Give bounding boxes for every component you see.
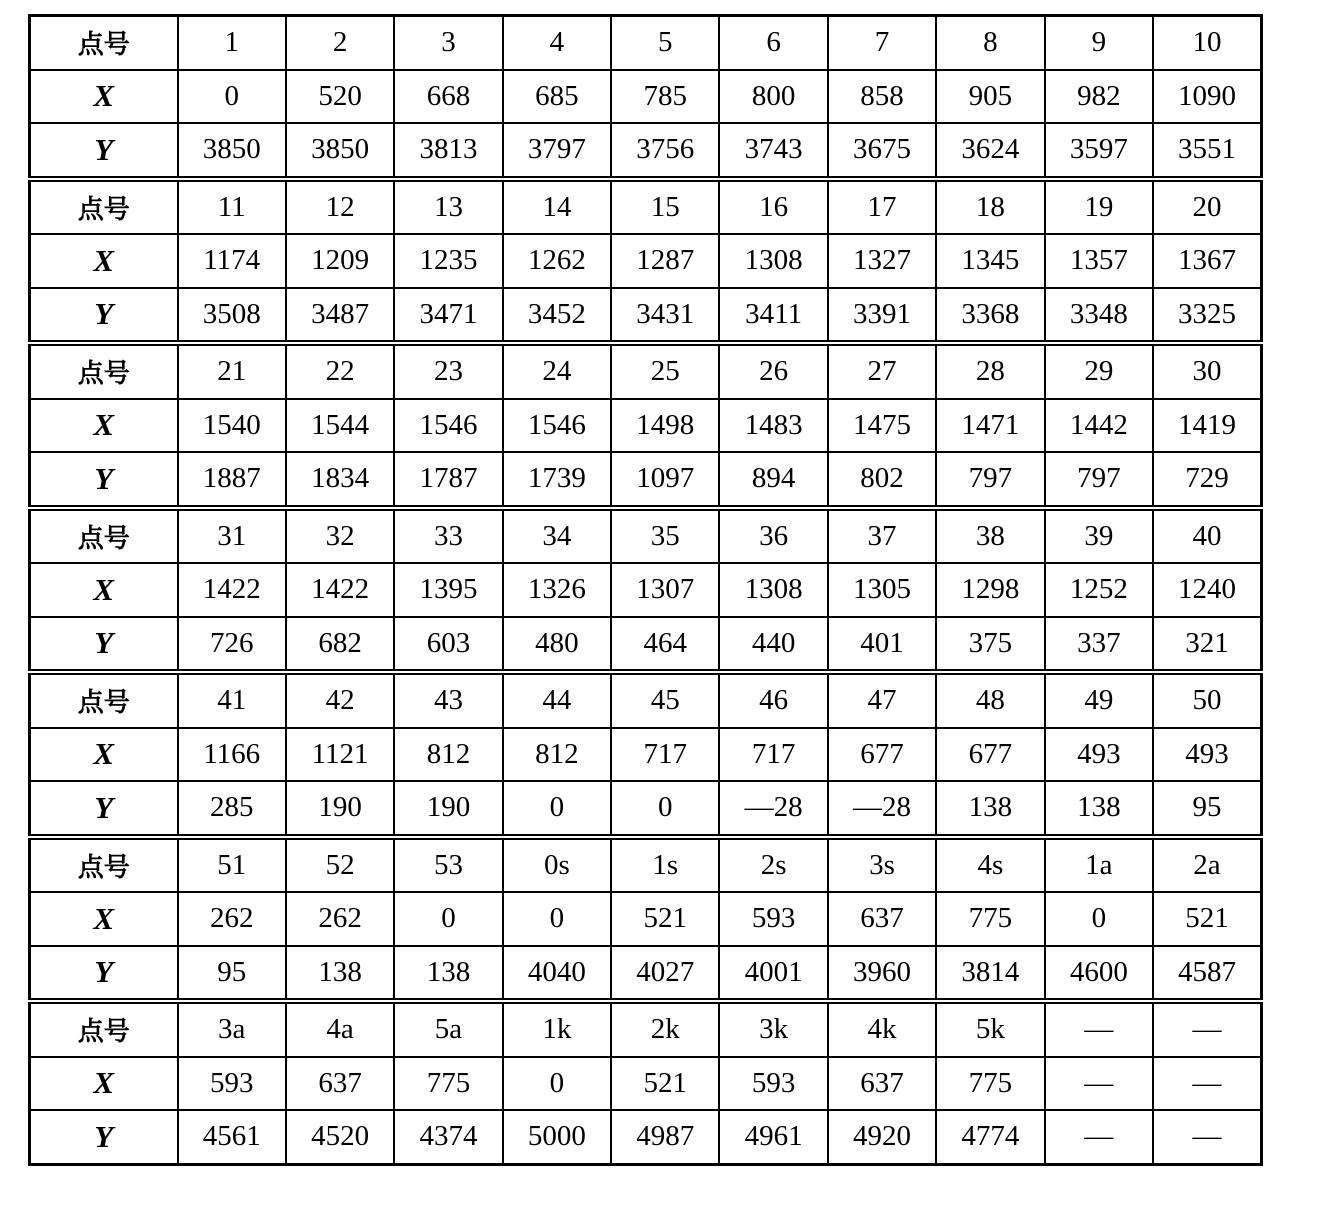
point-number-cell: 29 bbox=[1045, 343, 1153, 399]
x-value-cell: 637 bbox=[828, 892, 936, 946]
x-value-cell: 1471 bbox=[936, 399, 1044, 453]
x-value-cell: 1475 bbox=[828, 399, 936, 453]
x-value-cell: 1308 bbox=[719, 563, 827, 617]
y-value-cell: 285 bbox=[178, 781, 286, 837]
x-value-cell: 0 bbox=[503, 1057, 611, 1111]
y-value-cell: 3368 bbox=[936, 288, 1044, 344]
point-number-cell: 1 bbox=[178, 16, 286, 70]
x-value-cell: 1422 bbox=[178, 563, 286, 617]
y-value-cell: — bbox=[1045, 1110, 1153, 1164]
x-value-cell: 593 bbox=[178, 1057, 286, 1111]
y-value-cell: 726 bbox=[178, 617, 286, 673]
point-number-cell: 4a bbox=[286, 1001, 394, 1057]
x-value-cell: 1419 bbox=[1153, 399, 1261, 453]
x-value-cell: 1090 bbox=[1153, 70, 1261, 124]
point-number-cell: 9 bbox=[1045, 16, 1153, 70]
y-value-cell: 375 bbox=[936, 617, 1044, 673]
y-coordinate-row bbox=[30, 288, 1262, 344]
point-number-cell: 42 bbox=[286, 672, 394, 728]
x-value-cell: 1262 bbox=[503, 234, 611, 288]
x-value-cell: 521 bbox=[611, 892, 719, 946]
y-value-cell: 3508 bbox=[178, 288, 286, 344]
point-number-row bbox=[30, 1001, 1262, 1057]
point-number-cell: 2 bbox=[286, 16, 394, 70]
y-value-cell: 4920 bbox=[828, 1110, 936, 1164]
point-number-cell: 48 bbox=[936, 672, 1044, 728]
point-number-cell: 22 bbox=[286, 343, 394, 399]
point-number-cell: 30 bbox=[1153, 343, 1261, 399]
y-value-cell: 3960 bbox=[828, 946, 936, 1002]
y-value-cell: 337 bbox=[1045, 617, 1153, 673]
y-coordinate-row bbox=[30, 452, 1262, 508]
point-number-row bbox=[30, 837, 1262, 893]
point-number-cell: 1s bbox=[611, 837, 719, 893]
x-value-cell: 668 bbox=[394, 70, 502, 124]
point-number-cell: 52 bbox=[286, 837, 394, 893]
point-number-cell: 15 bbox=[611, 179, 719, 235]
y-value-cell: 4961 bbox=[719, 1110, 827, 1164]
x-value-cell: — bbox=[1045, 1057, 1153, 1111]
y-value-cell: 4561 bbox=[178, 1110, 286, 1164]
x-value-cell: 1166 bbox=[178, 728, 286, 782]
x-value-cell: 812 bbox=[394, 728, 502, 782]
y-value-cell: 0 bbox=[611, 781, 719, 837]
x-value-cell: 982 bbox=[1045, 70, 1153, 124]
point-number-cell: 26 bbox=[719, 343, 827, 399]
point-number-label: 点号 bbox=[30, 508, 178, 564]
point-number-cell: 25 bbox=[611, 343, 719, 399]
y-value-cell: 4600 bbox=[1045, 946, 1153, 1002]
y-value-cell: 3431 bbox=[611, 288, 719, 344]
y-axis-label: Y bbox=[30, 123, 178, 179]
x-value-cell: 858 bbox=[828, 70, 936, 124]
point-number-cell: 14 bbox=[503, 179, 611, 235]
y-value-cell: 3850 bbox=[286, 123, 394, 179]
y-value-cell: 4587 bbox=[1153, 946, 1261, 1002]
x-value-cell: 1540 bbox=[178, 399, 286, 453]
x-coordinate-row bbox=[30, 728, 1262, 782]
point-number-cell: 8 bbox=[936, 16, 1044, 70]
y-value-cell: 464 bbox=[611, 617, 719, 673]
point-number-row bbox=[30, 16, 1262, 70]
point-number-cell: 44 bbox=[503, 672, 611, 728]
point-number-label: 点号 bbox=[30, 1001, 178, 1057]
point-number-cell: 7 bbox=[828, 16, 936, 70]
y-value-cell: 4987 bbox=[611, 1110, 719, 1164]
x-value-cell: 717 bbox=[611, 728, 719, 782]
point-number-cell: 33 bbox=[394, 508, 502, 564]
point-number-cell: 38 bbox=[936, 508, 1044, 564]
x-value-cell: 493 bbox=[1045, 728, 1153, 782]
point-number-cell: 20 bbox=[1153, 179, 1261, 235]
x-value-cell: 1174 bbox=[178, 234, 286, 288]
x-value-cell: 1252 bbox=[1045, 563, 1153, 617]
x-value-cell: 717 bbox=[719, 728, 827, 782]
y-value-cell: 138 bbox=[936, 781, 1044, 837]
point-number-row bbox=[30, 672, 1262, 728]
y-value-cell: 321 bbox=[1153, 617, 1261, 673]
point-number-cell: 2s bbox=[719, 837, 827, 893]
y-value-cell: 1887 bbox=[178, 452, 286, 508]
y-axis-label: Y bbox=[30, 781, 178, 837]
point-number-cell: 0s bbox=[503, 837, 611, 893]
point-number-cell: 35 bbox=[611, 508, 719, 564]
x-value-cell: 685 bbox=[503, 70, 611, 124]
x-value-cell: 677 bbox=[828, 728, 936, 782]
x-value-cell: 812 bbox=[503, 728, 611, 782]
y-coordinate-row bbox=[30, 1110, 1262, 1164]
x-value-cell: 0 bbox=[178, 70, 286, 124]
point-number-cell: 36 bbox=[719, 508, 827, 564]
point-number-cell: 17 bbox=[828, 179, 936, 235]
y-value-cell: 1787 bbox=[394, 452, 502, 508]
point-number-cell: 11 bbox=[178, 179, 286, 235]
y-coordinate-row bbox=[30, 946, 1262, 1002]
point-number-cell: 4s bbox=[936, 837, 1044, 893]
x-value-cell: 1546 bbox=[394, 399, 502, 453]
point-number-cell: 21 bbox=[178, 343, 286, 399]
point-number-label: 点号 bbox=[30, 343, 178, 399]
x-axis-label: X bbox=[30, 892, 178, 946]
y-value-cell: 3348 bbox=[1045, 288, 1153, 344]
point-number-cell: 50 bbox=[1153, 672, 1261, 728]
point-number-cell: 5a bbox=[394, 1001, 502, 1057]
y-value-cell: 802 bbox=[828, 452, 936, 508]
point-number-cell: 5 bbox=[611, 16, 719, 70]
y-axis-label: Y bbox=[30, 946, 178, 1002]
point-number-label: 点号 bbox=[30, 837, 178, 893]
y-value-cell: 4027 bbox=[611, 946, 719, 1002]
x-axis-label: X bbox=[30, 234, 178, 288]
y-value-cell: 190 bbox=[286, 781, 394, 837]
y-value-cell: 138 bbox=[286, 946, 394, 1002]
point-number-label: 点号 bbox=[30, 179, 178, 235]
point-number-cell: 51 bbox=[178, 837, 286, 893]
x-value-cell: 637 bbox=[828, 1057, 936, 1111]
x-value-cell: 1327 bbox=[828, 234, 936, 288]
x-coordinate-row bbox=[30, 563, 1262, 617]
x-value-cell: 1345 bbox=[936, 234, 1044, 288]
x-value-cell: 1307 bbox=[611, 563, 719, 617]
point-number-cell: 49 bbox=[1045, 672, 1153, 728]
x-value-cell: 593 bbox=[719, 892, 827, 946]
y-value-cell: 1739 bbox=[503, 452, 611, 508]
x-value-cell: 1121 bbox=[286, 728, 394, 782]
table-body bbox=[30, 16, 1262, 1165]
y-value-cell: 797 bbox=[936, 452, 1044, 508]
point-number-cell: 1a bbox=[1045, 837, 1153, 893]
x-value-cell: 0 bbox=[394, 892, 502, 946]
y-value-cell: 3597 bbox=[1045, 123, 1153, 179]
point-number-cell: 40 bbox=[1153, 508, 1261, 564]
x-axis-label: X bbox=[30, 399, 178, 453]
y-value-cell: 3814 bbox=[936, 946, 1044, 1002]
x-value-cell: 0 bbox=[1045, 892, 1153, 946]
point-number-cell: 28 bbox=[936, 343, 1044, 399]
x-axis-label: X bbox=[30, 1057, 178, 1111]
x-value-cell: 1240 bbox=[1153, 563, 1261, 617]
y-value-cell: 95 bbox=[1153, 781, 1261, 837]
x-coordinate-row bbox=[30, 399, 1262, 453]
x-value-cell: 1235 bbox=[394, 234, 502, 288]
y-value-cell: 3487 bbox=[286, 288, 394, 344]
y-value-cell: 3391 bbox=[828, 288, 936, 344]
point-number-cell: 31 bbox=[178, 508, 286, 564]
y-value-cell: 797 bbox=[1045, 452, 1153, 508]
point-number-cell: 3 bbox=[394, 16, 502, 70]
point-number-cell: 41 bbox=[178, 672, 286, 728]
x-value-cell: 262 bbox=[286, 892, 394, 946]
point-number-cell: 1k bbox=[503, 1001, 611, 1057]
point-number-cell: 45 bbox=[611, 672, 719, 728]
y-value-cell: 3813 bbox=[394, 123, 502, 179]
point-number-cell: 39 bbox=[1045, 508, 1153, 564]
y-value-cell: 138 bbox=[394, 946, 502, 1002]
x-value-cell: 775 bbox=[936, 892, 1044, 946]
x-value-cell: 1209 bbox=[286, 234, 394, 288]
x-value-cell: 775 bbox=[394, 1057, 502, 1111]
x-coordinate-row bbox=[30, 1057, 1262, 1111]
x-value-cell: 800 bbox=[719, 70, 827, 124]
point-number-cell: 34 bbox=[503, 508, 611, 564]
y-value-cell: 4520 bbox=[286, 1110, 394, 1164]
point-number-cell: 18 bbox=[936, 179, 1044, 235]
x-value-cell: 1498 bbox=[611, 399, 719, 453]
x-axis-label: X bbox=[30, 728, 178, 782]
y-value-cell: — bbox=[1153, 1110, 1261, 1164]
point-number-cell: 23 bbox=[394, 343, 502, 399]
x-value-cell: 637 bbox=[286, 1057, 394, 1111]
x-coordinate-row bbox=[30, 234, 1262, 288]
x-axis-label: X bbox=[30, 70, 178, 124]
x-value-cell: 262 bbox=[178, 892, 286, 946]
y-value-cell: 729 bbox=[1153, 452, 1261, 508]
point-number-cell: 10 bbox=[1153, 16, 1261, 70]
y-value-cell: 1834 bbox=[286, 452, 394, 508]
y-value-cell: 3471 bbox=[394, 288, 502, 344]
x-value-cell: 1308 bbox=[719, 234, 827, 288]
x-value-cell: 1395 bbox=[394, 563, 502, 617]
x-axis-label: X bbox=[30, 563, 178, 617]
point-number-cell: 46 bbox=[719, 672, 827, 728]
point-number-cell: — bbox=[1045, 1001, 1153, 1057]
x-coordinate-row bbox=[30, 892, 1262, 946]
point-number-cell: 3k bbox=[719, 1001, 827, 1057]
point-number-cell: 43 bbox=[394, 672, 502, 728]
point-number-cell: 16 bbox=[719, 179, 827, 235]
point-number-cell: 37 bbox=[828, 508, 936, 564]
y-value-cell: 4001 bbox=[719, 946, 827, 1002]
y-coordinate-row bbox=[30, 781, 1262, 837]
point-number-cell: 19 bbox=[1045, 179, 1153, 235]
x-value-cell: 1298 bbox=[936, 563, 1044, 617]
point-number-row bbox=[30, 343, 1262, 399]
point-number-cell: 2k bbox=[611, 1001, 719, 1057]
x-value-cell: 677 bbox=[936, 728, 1044, 782]
point-number-cell: 47 bbox=[828, 672, 936, 728]
y-axis-label: Y bbox=[30, 288, 178, 344]
y-coordinate-row bbox=[30, 617, 1262, 673]
y-value-cell: 190 bbox=[394, 781, 502, 837]
x-value-cell: 1287 bbox=[611, 234, 719, 288]
y-value-cell: 3452 bbox=[503, 288, 611, 344]
y-value-cell: 682 bbox=[286, 617, 394, 673]
y-value-cell: 138 bbox=[1045, 781, 1153, 837]
y-value-cell: 1097 bbox=[611, 452, 719, 508]
point-number-cell: 53 bbox=[394, 837, 502, 893]
x-coordinate-row bbox=[30, 70, 1262, 124]
y-axis-label: Y bbox=[30, 617, 178, 673]
y-value-cell: 3411 bbox=[719, 288, 827, 344]
point-number-cell: 24 bbox=[503, 343, 611, 399]
point-number-row bbox=[30, 179, 1262, 235]
x-value-cell: 1305 bbox=[828, 563, 936, 617]
point-number-cell: 3a bbox=[178, 1001, 286, 1057]
point-number-label: 点号 bbox=[30, 672, 178, 728]
y-value-cell: 3325 bbox=[1153, 288, 1261, 344]
y-value-cell: 0 bbox=[503, 781, 611, 837]
x-value-cell: 1544 bbox=[286, 399, 394, 453]
y-value-cell: 3797 bbox=[503, 123, 611, 179]
y-axis-label: Y bbox=[30, 452, 178, 508]
point-number-row bbox=[30, 508, 1262, 564]
y-value-cell: 95 bbox=[178, 946, 286, 1002]
y-value-cell: —28 bbox=[828, 781, 936, 837]
x-value-cell: 1357 bbox=[1045, 234, 1153, 288]
y-value-cell: 480 bbox=[503, 617, 611, 673]
point-number-cell: 32 bbox=[286, 508, 394, 564]
x-value-cell: 521 bbox=[1153, 892, 1261, 946]
point-number-cell: 3s bbox=[828, 837, 936, 893]
point-number-cell: 13 bbox=[394, 179, 502, 235]
y-value-cell: 5000 bbox=[503, 1110, 611, 1164]
point-number-label: 点号 bbox=[30, 16, 178, 70]
y-coordinate-row bbox=[30, 123, 1262, 179]
y-value-cell: 3743 bbox=[719, 123, 827, 179]
x-value-cell: 593 bbox=[719, 1057, 827, 1111]
y-value-cell: 4774 bbox=[936, 1110, 1044, 1164]
point-number-cell: 4 bbox=[503, 16, 611, 70]
x-value-cell: 1546 bbox=[503, 399, 611, 453]
y-value-cell: 3675 bbox=[828, 123, 936, 179]
x-value-cell: 520 bbox=[286, 70, 394, 124]
point-number-cell: 27 bbox=[828, 343, 936, 399]
coordinate-table bbox=[28, 14, 1263, 1166]
y-value-cell: 3624 bbox=[936, 123, 1044, 179]
y-value-cell: 603 bbox=[394, 617, 502, 673]
x-value-cell: 1422 bbox=[286, 563, 394, 617]
x-value-cell: 785 bbox=[611, 70, 719, 124]
x-value-cell: 0 bbox=[503, 892, 611, 946]
point-number-cell: 4k bbox=[828, 1001, 936, 1057]
x-value-cell: 905 bbox=[936, 70, 1044, 124]
point-number-cell: 2a bbox=[1153, 837, 1261, 893]
x-value-cell: 493 bbox=[1153, 728, 1261, 782]
y-value-cell: 4040 bbox=[503, 946, 611, 1002]
point-number-cell: 5k bbox=[936, 1001, 1044, 1057]
y-value-cell: 894 bbox=[719, 452, 827, 508]
y-axis-label: Y bbox=[30, 1110, 178, 1164]
point-number-cell: 6 bbox=[719, 16, 827, 70]
y-value-cell: 3551 bbox=[1153, 123, 1261, 179]
y-value-cell: 3756 bbox=[611, 123, 719, 179]
y-value-cell: 3850 bbox=[178, 123, 286, 179]
x-value-cell: 1367 bbox=[1153, 234, 1261, 288]
x-value-cell: 1326 bbox=[503, 563, 611, 617]
point-number-cell: — bbox=[1153, 1001, 1261, 1057]
y-value-cell: 401 bbox=[828, 617, 936, 673]
x-value-cell: 775 bbox=[936, 1057, 1044, 1111]
y-value-cell: 440 bbox=[719, 617, 827, 673]
x-value-cell: 1442 bbox=[1045, 399, 1153, 453]
point-number-cell: 12 bbox=[286, 179, 394, 235]
x-value-cell: 521 bbox=[611, 1057, 719, 1111]
x-value-cell: 1483 bbox=[719, 399, 827, 453]
x-value-cell: — bbox=[1153, 1057, 1261, 1111]
y-value-cell: 4374 bbox=[394, 1110, 502, 1164]
y-value-cell: —28 bbox=[719, 781, 827, 837]
